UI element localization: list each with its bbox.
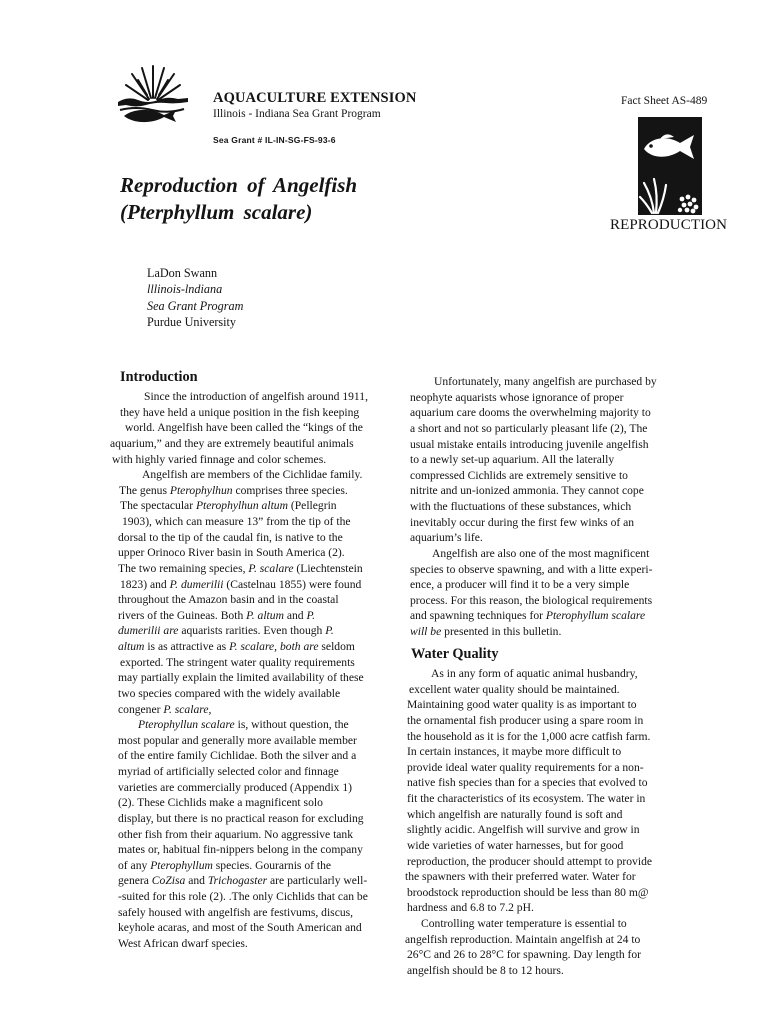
- italic-text: dumerilii are: [118, 624, 179, 638]
- text-line: upper Orinoco River basin in South America (2).: [118, 546, 345, 560]
- text-line: world. Angelfish have been called the “kings of the: [125, 421, 363, 435]
- italic-text: P. scalare,: [163, 702, 212, 716]
- author-affiliation-2: Sea Grant Program: [147, 298, 244, 313]
- text-run: is, without question, the: [234, 718, 349, 732]
- text-run: of any: [118, 858, 151, 872]
- text-line: Angelfish are also one of the most magnificent: [432, 546, 650, 560]
- text-line: [405, 624, 695, 640]
- text-line: [108, 608, 398, 624]
- text-line: Unfortunately, many angelfish are purchased by: [434, 375, 657, 388]
- text-line: provide ideal water quality requirements for a non-: [407, 760, 644, 774]
- text-run: seldom: [318, 640, 355, 653]
- italic-text: Trichogaster: [207, 874, 268, 888]
- text-run: aquarists rarities. Even though: [178, 624, 326, 638]
- text-run: rivers of the Guineas. Both: [118, 608, 247, 622]
- water-quality-body: [403, 666, 703, 979]
- italic-text: Pterophyllum: [150, 858, 213, 872]
- text-run: and: [283, 608, 307, 622]
- text-line: 1903), which can measure 13” from the tip of the: [122, 515, 351, 528]
- text-line: myriad of artificially selected color and finnage: [118, 765, 339, 778]
- italic-text: P.: [306, 608, 315, 622]
- text-run: and: [185, 874, 208, 888]
- title-line-1: Reproduction of Angelfish: [120, 173, 358, 197]
- text-line: of the entire family Cichlidae. Both the silver and a: [118, 749, 357, 763]
- text-run: The genus: [119, 483, 170, 497]
- text-line: display, but there is no practical reason for excluding: [118, 811, 364, 825]
- text-line: the spawners with their preferred water. Water for: [405, 870, 636, 884]
- text-line: [108, 623, 398, 639]
- italic-text: CoZisa: [151, 874, 186, 888]
- text-run: (Liechtenstein: [293, 561, 363, 575]
- text-line: (2). These Cichlids make a magnificent solo: [118, 796, 323, 810]
- text-line: hardness and 6.8 to 7.2 pH.: [407, 901, 534, 915]
- text-line: [108, 498, 398, 514]
- extension-title: AQUACULTURE EXTENSION: [213, 90, 417, 106]
- text-line: excellent water quality should be maintained.: [409, 682, 620, 696]
- text-line: Maintaining good water quality is as important to: [407, 698, 637, 712]
- text-run: is as attractive as: [144, 640, 230, 653]
- italic-text: Pterophyllum scalare: [545, 609, 646, 623]
- text-line: they have held a unique position in the fish keeping: [120, 405, 360, 419]
- text-line: wide varieties of water harnesses, but for good: [407, 838, 624, 852]
- text-line: [108, 639, 398, 655]
- text-line: slightly acidic. Angelfish will survive and grow in: [407, 823, 640, 837]
- text-run: presented in this bulletin.: [441, 625, 562, 638]
- text-run: (Pellegrin: [287, 499, 337, 513]
- text-line: As in any form of aquatic animal husbandry,: [431, 667, 638, 680]
- category-label: REPRODUCTION: [610, 217, 728, 233]
- text-line: fit the characteristics of its ecosystem. The water in: [407, 792, 646, 805]
- text-line: compressed Cichlids are extremely sensitive to: [410, 468, 628, 482]
- italic-text: P. dumerilii: [169, 577, 224, 591]
- text-line: safely housed with angelfish are festivums, discus,: [118, 905, 354, 919]
- text-line: angelfish should be 8 to 12 hours.: [407, 963, 564, 977]
- text-line: broodstock reproduction should be less than 80 m@: [407, 885, 649, 899]
- text-line: other fish from their aquarium. No aggressive tank: [118, 827, 354, 841]
- text-line: the ornamental fish producer using a spare room in: [407, 713, 644, 727]
- text-run: congener: [118, 702, 164, 716]
- text-line: varieties are commercially produced (Appendix 1): [118, 780, 353, 794]
- text-line: the household as it is for the 1,000 acre catfish farm.: [407, 729, 651, 743]
- text-line: -suited for this role (2). .The only Cichlids that can be: [118, 890, 368, 903]
- text-run: The two remaining species,: [118, 561, 249, 575]
- text-line: angelfish reproduction. Maintain angelfish at 24 to: [405, 932, 641, 946]
- text-run: comprises three species.: [232, 483, 348, 497]
- text-line: [108, 702, 398, 718]
- text-line: [108, 873, 398, 889]
- introduction-heading: Introduction: [120, 369, 198, 385]
- italic-text: P. altum: [246, 608, 284, 622]
- text-line: a short and not so particularly pleasant life (2), The: [410, 421, 648, 435]
- text-line: In certain instances, it maybe more difficult to: [407, 745, 622, 759]
- author-affiliation-3: Purdue University: [147, 314, 237, 329]
- text-line: with highly varied finnage and color schemes.: [112, 452, 327, 466]
- text-line: 26°C and 26 to 28°C for spawning. Day length for: [407, 948, 642, 962]
- text-line: neophyte aquarists whose ignorance of proper: [410, 390, 624, 404]
- text-line: mates or, habitual fin-nippers belong in the company: [118, 843, 363, 857]
- italic-text: altum: [118, 640, 145, 653]
- text-line: two species compared with the widely available: [118, 686, 341, 700]
- author-name: LaDon Swann: [147, 266, 218, 280]
- text-line: keyhole acaras, and most of the South American and: [118, 921, 362, 935]
- text-line: inevitably occur during the first few winks of an: [410, 515, 635, 529]
- water-quality-heading: Water Quality: [411, 646, 499, 662]
- text-line: [108, 483, 398, 499]
- author-affiliation-1: lllinois-lndiana: [147, 282, 223, 297]
- italic-text: P. scalare, both are: [229, 640, 319, 653]
- text-line: aquarium’s life.: [410, 531, 483, 545]
- text-run: and spawning techniques for: [410, 609, 546, 623]
- text-line: which angelfish are naturally found is soft and: [407, 807, 623, 821]
- text-line: Angelfish are members of the Cichlidae family.: [142, 468, 363, 482]
- italic-text: Pterophyllun scalare: [138, 718, 235, 732]
- text-line: West African dwarf species.: [118, 936, 248, 950]
- fact-sheet-number: Fact Sheet AS-489: [621, 95, 708, 107]
- text-line: Since the introduction of angelfish around 1911,: [144, 390, 368, 403]
- text-run: species. Gourarnis of the: [212, 858, 332, 872]
- text-line: native fish species than for a species that evolved to: [407, 776, 648, 790]
- author-block: [147, 265, 243, 330]
- text-line: [405, 608, 695, 624]
- title-line-2: (Pterphyllum scalare): [120, 200, 313, 224]
- text-run: genera: [118, 874, 152, 888]
- text-line: Controlling water temperature is essential to: [421, 917, 627, 930]
- text-run: The spectacular: [120, 499, 196, 513]
- text-line: to a newly set-up aquarium. All the laterally: [410, 453, 615, 467]
- text-line: most popular and generally more available member: [118, 733, 357, 747]
- extension-program: Illinois - Indiana Sea Grant Program: [213, 108, 381, 120]
- introduction-body-continued: [405, 374, 695, 640]
- text-line: [108, 717, 398, 733]
- text-line: [108, 577, 398, 593]
- text-line: exported. The stringent water quality requirements: [120, 655, 355, 669]
- text-line: dorsal to the tip of the caudal fin, is native to the: [118, 530, 343, 544]
- text-line: [108, 858, 398, 874]
- text-run: (Castelnau 1855) were found: [223, 577, 362, 591]
- text-line: reproduction, the producer should attempt to provide: [407, 854, 653, 868]
- text-line: aquarium care dooms the overwhelming majority to: [410, 406, 651, 420]
- text-line: process. For this reason, the biological requirements: [410, 593, 653, 607]
- italic-text: Pterophylhun: [169, 483, 233, 497]
- sea-grant-number: Sea Grant # IL-IN-SG-FS-93-6: [213, 135, 336, 145]
- introduction-body: [108, 389, 398, 952]
- reproduction-fish-icon: [638, 117, 702, 215]
- text-line: nitrite and un-ionized ammonia. They cannot cope: [410, 484, 644, 498]
- text-run: 1823) and: [120, 577, 170, 591]
- italic-text: Pterophylhun altum: [195, 499, 288, 513]
- text-run: are particularly well-: [267, 874, 368, 888]
- italic-text: P. scalare: [248, 561, 294, 575]
- text-line: ence, a producer will find it to be a very simple: [410, 578, 630, 592]
- text-line: species to observe spawning, and with a litte experi-: [410, 562, 653, 576]
- italic-text: will be: [410, 625, 442, 638]
- text-line: aquarium,” and they are extremely beautiful animals: [110, 436, 354, 450]
- text-line: [108, 561, 398, 577]
- italic-text: P.: [325, 624, 334, 638]
- document-title: [120, 172, 357, 226]
- text-line: with the fluctuations of these substances, which: [410, 500, 632, 513]
- text-line: throughout the Amazon basin and in the coastal: [118, 593, 339, 607]
- text-line: may partially explain the limited availability of these: [118, 671, 364, 685]
- text-line: usual mistake entails introducing juvenile angelfish: [410, 437, 649, 451]
- aquaculture-extension-logo: [118, 58, 188, 126]
